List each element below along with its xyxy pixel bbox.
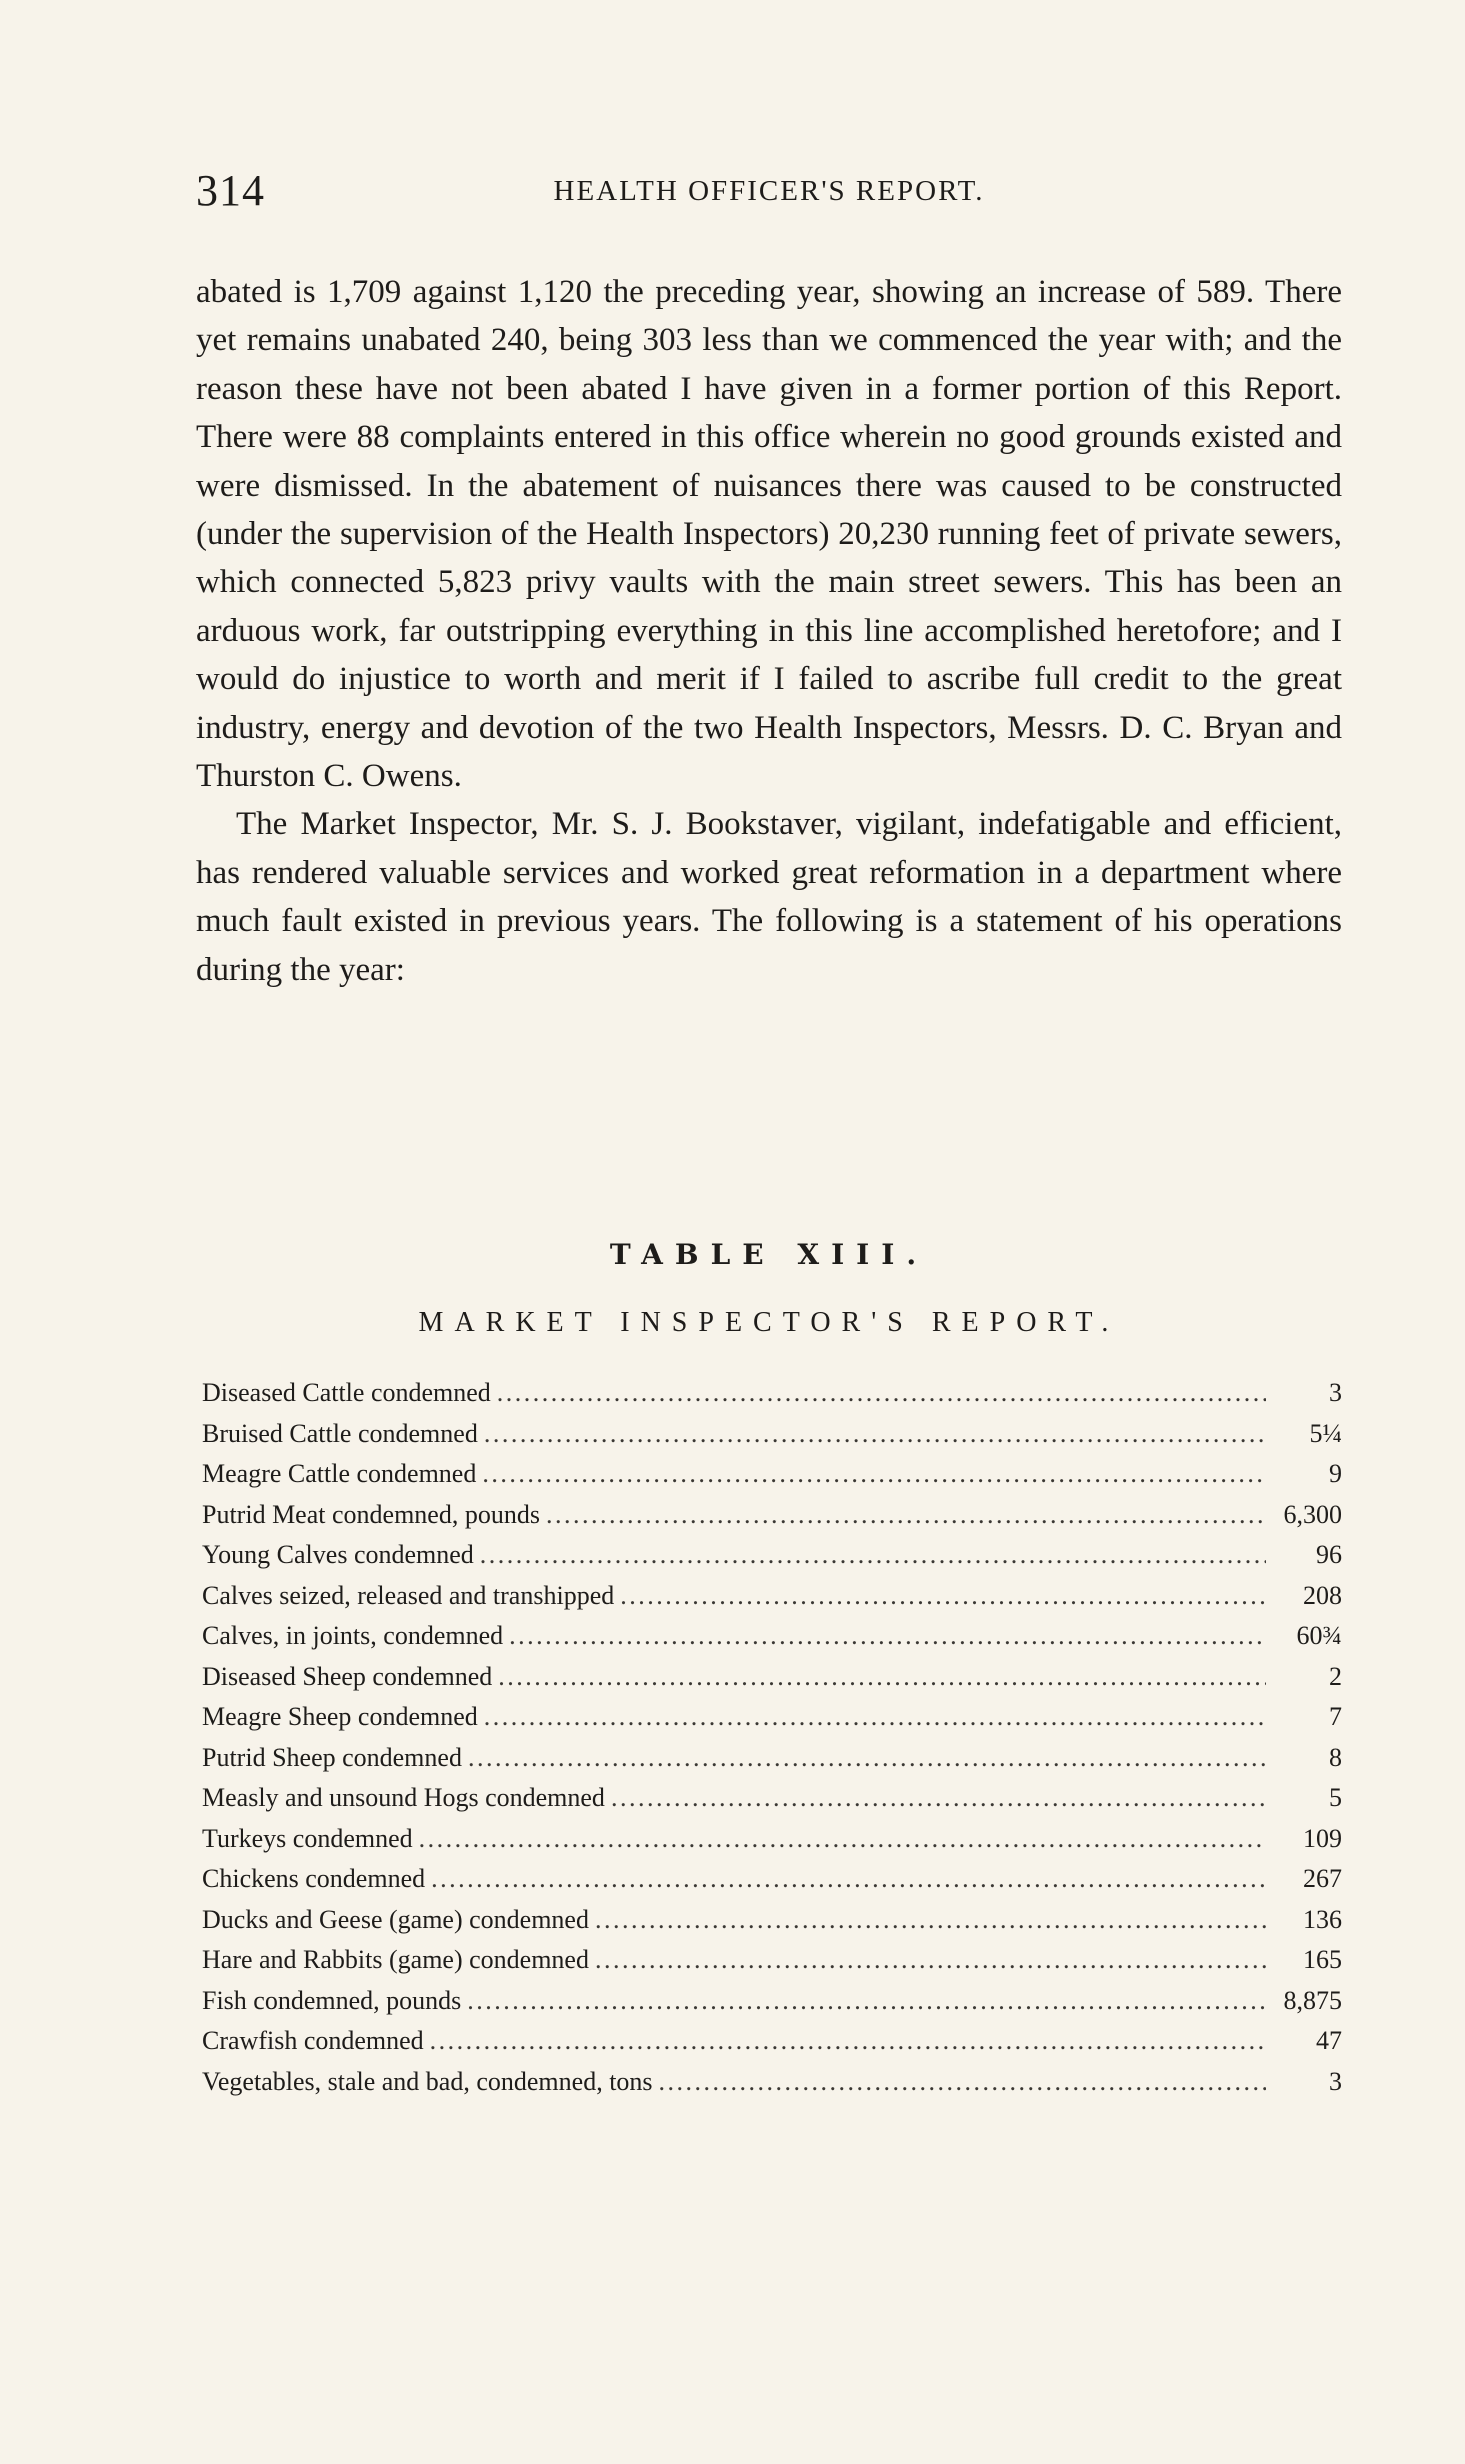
dot-leader	[484, 1419, 1266, 1449]
market-inspector-table	[202, 1378, 1342, 2107]
row-value: 3	[1329, 2066, 1342, 2096]
table-row	[202, 1864, 1342, 1905]
row-value: 2	[1329, 1661, 1342, 1691]
running-title: HEALTH OFFICER'S REPORT.	[553, 175, 985, 207]
dot-leader	[546, 1500, 1266, 1530]
dot-leader	[595, 1905, 1266, 1935]
row-label: Turkeys condemned	[202, 1823, 413, 1853]
running-head	[196, 165, 1342, 215]
row-label: Putrid Sheep condemned	[202, 1742, 462, 1772]
table-subtitle: MARKET INSPECTOR'S REPORT.	[418, 1307, 1120, 1338]
row-value: 47	[1316, 2026, 1342, 2055]
dot-leader	[498, 1662, 1266, 1692]
row-label: Diseased Cattle condemned	[202, 1378, 491, 1407]
table-title: TABLE XIII.	[609, 1238, 929, 1271]
row-label: Putrid Meat condemned, pounds	[202, 1499, 540, 1529]
row-value: 96	[1316, 1540, 1342, 1569]
dot-leader	[620, 1581, 1266, 1611]
row-value: 5	[1329, 1783, 1342, 1812]
row-label: Chickens condemned	[202, 1864, 426, 1893]
paragraph: The Market Inspector, Mr. S. J. Bookstaver, vigilant, indefatigable and efficient, has rendered valuable services and worked great reformation in a department where much fault existed in previous years. The following is a statement of his operations during the year:	[196, 806, 1342, 988]
row-label: Diseased Sheep condemned	[202, 1661, 493, 1691]
table-row	[202, 1824, 1342, 1865]
paragraph: abated is 1,709 against 1,120 the preceding year, showing an increase of 589. There yet remains unabated 240, being 303 less than we commenced the year with; and the reason these have not been abated I have given in a former portion of this Report. There were 88 complaints entered in this office wherein no good grounds existed and were dismissed. In the abatement of nuisances there was caused to be constructed (under the supervision of the Health Inspectors) 20,230 running feet of private sewers, which connected 5,823 privy vaults with the main street sewers. This has been an arduous work, far outstripping everything in this line accomplished heretofore; and I would do injustice to worth and merit if I failed to ascribe full credit to the great industry, energy and devotion of the two Health Inspectors, Messrs. D. C. Bryan and Thurston C. Owens.	[196, 274, 1342, 795]
row-label: Young Calves condemned	[202, 1540, 474, 1569]
table-row	[202, 1702, 1342, 1743]
table-row	[202, 1540, 1342, 1581]
row-value: 3	[1329, 1378, 1342, 1407]
row-value: 208	[1303, 1580, 1342, 1610]
table-row	[202, 2026, 1342, 2067]
row-value: 165	[1303, 1945, 1342, 1974]
dot-leader	[595, 1945, 1266, 1975]
row-label: Meagre Sheep condemned	[202, 1702, 478, 1731]
row-value: 109	[1303, 1823, 1342, 1853]
row-value: 5¼	[1309, 1418, 1342, 1448]
table-row	[202, 2067, 1342, 2108]
table-row	[202, 1743, 1342, 1784]
table-row	[202, 1419, 1342, 1460]
table-row	[202, 1662, 1342, 1703]
table-row	[202, 1986, 1342, 2027]
row-value: 267	[1303, 1864, 1342, 1893]
row-label: Fish condemned, pounds	[202, 1985, 462, 2015]
table-row	[202, 1459, 1342, 1500]
row-label: Hare and Rabbits (game) condemned	[202, 1945, 589, 1974]
row-value: 136	[1303, 1904, 1342, 1934]
row-value: 8,875	[1283, 1985, 1342, 2015]
table-row	[202, 1581, 1342, 1622]
dot-leader	[419, 1824, 1266, 1854]
row-value: 8	[1329, 1742, 1342, 1772]
dot-leader	[430, 2026, 1266, 2056]
dot-leader	[482, 1459, 1266, 1489]
dot-leader	[468, 1743, 1266, 1773]
dot-leader	[611, 1783, 1266, 1813]
dot-leader	[467, 1986, 1266, 2016]
dot-leader	[659, 2067, 1266, 2097]
row-value: 7	[1329, 1702, 1342, 1731]
row-label: Bruised Cattle condemned	[202, 1418, 478, 1448]
row-label: Crawfish condemned	[202, 2026, 424, 2055]
table-row	[202, 1783, 1342, 1824]
dot-leader	[484, 1702, 1266, 1732]
dot-leader	[431, 1864, 1266, 1894]
row-value: 6,300	[1283, 1499, 1342, 1529]
table-row	[202, 1500, 1342, 1541]
dot-leader	[509, 1621, 1266, 1651]
row-label: Meagre Cattle condemned	[202, 1459, 477, 1488]
table-row	[202, 1621, 1342, 1662]
row-value: 60¾	[1296, 1621, 1342, 1650]
row-label: Calves, in joints, condemned	[202, 1621, 504, 1650]
row-label: Calves seized, released and transhipped	[202, 1580, 615, 1610]
row-label: Ducks and Geese (game) condemned	[202, 1904, 589, 1934]
page-number: 314	[196, 166, 265, 215]
body-text	[196, 268, 1342, 994]
dot-leader	[497, 1378, 1266, 1408]
table-row	[202, 1905, 1342, 1946]
table-row	[202, 1945, 1342, 1986]
row-label: Vegetables, stale and bad, condemned, tons	[202, 2066, 653, 2096]
row-label: Measly and unsound Hogs condemned	[202, 1783, 605, 1812]
table-row	[202, 1378, 1342, 1419]
row-value: 9	[1329, 1459, 1342, 1488]
dot-leader	[480, 1540, 1266, 1570]
